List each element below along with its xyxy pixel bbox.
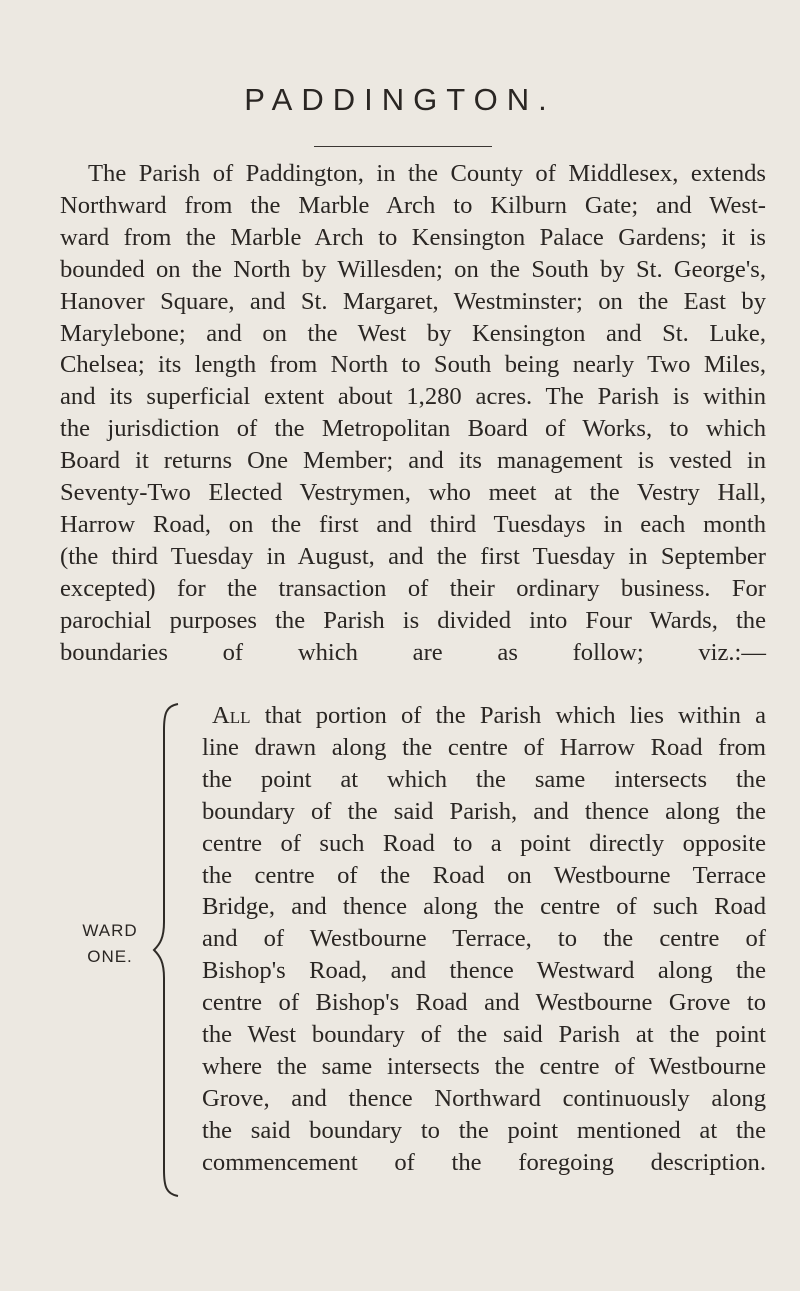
intro-line: and its superficial extent about 1,280 acres. The Parish is within	[60, 383, 766, 411]
ward-line: Bridge, and thence along the centre of such Road	[202, 893, 766, 921]
intro-line: excepted) for the transaction of their ordinary business. For	[60, 574, 766, 602]
ward-label	[54, 918, 166, 970]
ward-line: line drawn along the centre of Harrow Road from	[202, 733, 766, 761]
ward-line	[202, 700, 766, 732]
ward-line: the centre of the Road on Westbourne Terrace	[202, 861, 766, 889]
ward-line-text: that portion of the Parish which lies within a	[250, 702, 766, 729]
intro-line: the jurisdiction of the Metropolitan Board of Works, to which	[60, 415, 766, 443]
ward-line: the West boundary of the said Parish at the point	[202, 1021, 766, 1049]
ward-label-line: WARD	[82, 921, 138, 940]
ward-one-description	[202, 700, 766, 1179]
title-rule	[314, 146, 492, 147]
intro-line: ward from the Marble Arch to Kensington Palace Gardens; it is	[60, 223, 766, 251]
intro-line: bounded on the North by Willesden; on the South by St. George's,	[60, 255, 766, 283]
intro-line: Marylebone; and on the West by Kensington and St. Luke,	[60, 319, 766, 347]
ward-line: the point at which the same intersects the	[202, 765, 766, 793]
intro-line: boundaries of which are as follow; viz.:—	[60, 638, 766, 666]
intro-line: Chelsea; its length from North to South being nearly Two Miles,	[60, 351, 766, 379]
intro-line: The Parish of Paddington, in the County of Middlesex, extends	[88, 160, 766, 187]
intro-line: Hanover Square, and St. Margaret, Westminster; on the East by	[60, 287, 766, 315]
ward-line: commencement of the foregoing description.	[202, 1148, 766, 1176]
ward-line: centre of Bishop's Road and Westbourne Grove to	[202, 989, 766, 1017]
intro-line: Harrow Road, on the first and third Tuesdays in each month	[60, 510, 766, 538]
ward-line: Grove, and thence Northward continuously along	[202, 1084, 766, 1112]
ward-line: and of Westbourne Terrace, to the centre of	[202, 925, 766, 953]
ward-line: the said boundary to the point mentioned at the	[202, 1116, 766, 1144]
curly-brace-icon	[152, 700, 182, 1200]
intro-line: (the third Tuesday in August, and the first Tuesday in September	[60, 542, 766, 570]
intro-line: Board it returns One Member; and its management is vested in	[60, 447, 766, 475]
intro-paragraph	[60, 158, 766, 669]
ward-line: where the same intersects the centre of Westbourne	[202, 1052, 766, 1080]
page-title: PADDINGTON.	[244, 82, 556, 117]
ward-first-word: All	[212, 702, 251, 729]
ward-line: Bishop's Road, and thence Westward along the	[202, 957, 766, 985]
intro-line: parochial purposes the Parish is divided into Four Wards, the	[60, 606, 766, 634]
intro-line: Seventy-Two Elected Vestrymen, who meet at the Vestry Hall,	[60, 479, 766, 507]
ward-line: centre of such Road to a point directly opposite	[202, 829, 766, 857]
ward-line: boundary of the said Parish, and thence along the	[202, 797, 766, 825]
ward-label-line: ONE.	[87, 947, 133, 966]
intro-line: Northward from the Marble Arch to Kilburn Gate; and West-	[60, 191, 766, 219]
